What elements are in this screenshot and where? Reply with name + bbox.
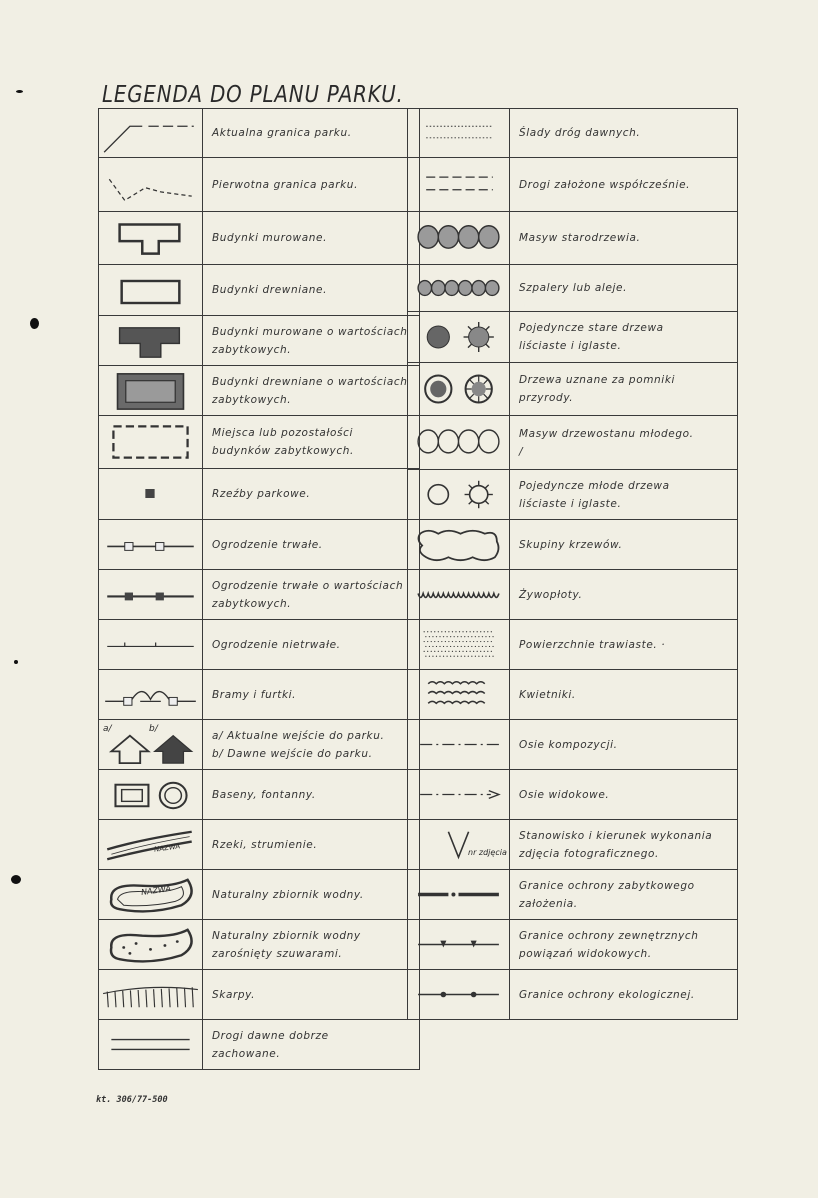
legend-label: Drzewa uznane za pomniki przyrody. bbox=[519, 374, 676, 404]
legend-row bbox=[407, 569, 738, 620]
single-old-trees-icon bbox=[408, 312, 510, 362]
legend-label: Skarpy. bbox=[212, 988, 256, 1001]
legend-label: Bramy i furtki. bbox=[212, 688, 297, 701]
legend-label: Baseny, fontanny. bbox=[212, 788, 316, 801]
view-axis-icon bbox=[408, 770, 510, 819]
legend-left-column bbox=[98, 108, 420, 1069]
legend-row bbox=[98, 519, 420, 570]
legend-row bbox=[407, 869, 738, 920]
symbol-sign-text: nr zdjęcia bbox=[468, 848, 507, 857]
legend-row bbox=[98, 819, 420, 870]
historic-masonry-building-fill-icon bbox=[99, 316, 203, 365]
legend-label: Kwietniki. bbox=[519, 688, 576, 701]
legend-label: Ogrodzenie nietrwałe. bbox=[212, 638, 341, 651]
ecological-protection-border-icon bbox=[408, 970, 510, 1019]
legend-row bbox=[407, 719, 738, 770]
legend-label: Szpalery lub aleje. bbox=[519, 282, 628, 294]
legend-label: Granice ochrony zabytkowego założenia. bbox=[519, 879, 695, 910]
legend-label: Ogrodzenie trwałe o wartościach zabytkowych. bbox=[212, 579, 404, 610]
legend-row bbox=[407, 311, 738, 363]
photo-station-icon bbox=[408, 820, 510, 869]
legend-row bbox=[98, 315, 420, 366]
composition-axis-icon bbox=[408, 720, 510, 769]
legend-row bbox=[407, 415, 738, 470]
legend-row bbox=[98, 569, 420, 620]
legend-row bbox=[98, 157, 420, 212]
legend-label: Masyw starodrzewia. bbox=[519, 232, 641, 244]
symbol-sign-text: NAZWA bbox=[140, 883, 172, 898]
legend-row bbox=[407, 619, 738, 670]
hedges-wave-icon bbox=[408, 570, 510, 619]
shrub-groups-icon bbox=[408, 520, 510, 569]
wooden-building-outline-icon bbox=[99, 265, 203, 315]
legend-row bbox=[407, 157, 738, 212]
legend-label: Pojedyncze młode drzewa liściaste i iglaste. bbox=[519, 479, 670, 510]
lawn-dots-icon bbox=[408, 620, 510, 669]
legend-row bbox=[98, 264, 420, 316]
legend-row bbox=[98, 1019, 420, 1070]
legend-label: Ślady dróg dawnych. bbox=[519, 127, 641, 139]
legend-label: Granice ochrony zewnętrznych powiązań widokowych. bbox=[519, 929, 699, 960]
legend-label: Powierzchnie trawiaste. · bbox=[519, 638, 666, 651]
legend-row bbox=[407, 669, 738, 720]
permanent-fence-line-icon bbox=[99, 520, 203, 569]
legend-row bbox=[407, 264, 738, 312]
legend-label: Pierwotna granica parku. bbox=[212, 178, 359, 191]
legend-right-column bbox=[407, 108, 738, 1019]
former-building-site-dashed-icon bbox=[99, 416, 203, 468]
legend-label: Drogi założone współcześnie. bbox=[519, 178, 691, 191]
paper-speck bbox=[14, 660, 18, 664]
legend-row bbox=[98, 919, 420, 970]
legend-row bbox=[407, 769, 738, 820]
natural-monument-trees-icon bbox=[408, 363, 510, 415]
legend-label: Osie widokowe. bbox=[519, 788, 610, 801]
flower-beds-icon bbox=[408, 670, 510, 719]
new-road-dashed-icon bbox=[408, 158, 510, 211]
legend-row bbox=[407, 819, 738, 870]
legend-label: Rzeki, strumienie. bbox=[212, 838, 318, 851]
legend-row bbox=[98, 719, 420, 770]
entrance-mark-b: b/ bbox=[149, 724, 158, 734]
natural-pond-icon bbox=[99, 870, 203, 919]
legend-label: Rzeźby parkowe. bbox=[212, 488, 311, 500]
legend-title: LEGENDA DO PLANU PARKU. bbox=[102, 82, 404, 108]
historic-fence-line-icon bbox=[99, 570, 203, 619]
old-road-double-line-icon bbox=[99, 1020, 203, 1069]
original-park-boundary-line-icon bbox=[99, 158, 203, 211]
river-stream-icon bbox=[99, 820, 203, 869]
legend-row bbox=[407, 362, 738, 416]
legend-label: Pojedyncze stare drzewa liściaste i iglaste. bbox=[519, 322, 664, 352]
legend-row bbox=[407, 969, 738, 1020]
legend-label: Budynki drewniane o wartościach zabytkowych. bbox=[212, 375, 408, 406]
legend-label: Budynki drewniane. bbox=[212, 284, 328, 296]
legend-label: Stanowisko i kierunek wykonania zdjęcia fotograficznego. bbox=[519, 829, 713, 860]
legend-label: a/ Aktualne wejście do parku. b/ Dawne wejście do parku. bbox=[212, 729, 385, 760]
legend-label: Żywopłoty. bbox=[519, 588, 583, 601]
old-road-traces-icon bbox=[408, 109, 510, 157]
pool-fountain-icon bbox=[99, 770, 203, 819]
legend-label: Skupiny krzewów. bbox=[519, 538, 623, 551]
temporary-fence-line-icon bbox=[99, 620, 203, 669]
legend-row bbox=[407, 469, 738, 520]
legend-row bbox=[98, 211, 420, 265]
masonry-building-outline-icon bbox=[99, 212, 203, 264]
young-tree-mass-icon bbox=[408, 416, 510, 469]
legend-label: Ogrodzenie trwałe. bbox=[212, 538, 323, 551]
legend-label: Naturalny zbiornik wodny. bbox=[212, 888, 364, 901]
legend-row bbox=[407, 211, 738, 265]
paper-speck bbox=[16, 90, 23, 93]
legend-row bbox=[407, 519, 738, 570]
single-young-trees-icon bbox=[408, 470, 510, 519]
sculpture-square-icon bbox=[99, 469, 203, 519]
legend-label: Masyw drzewostanu młodego. / bbox=[519, 427, 694, 458]
legend-label: Budynki murowane o wartościach zabytkowych. bbox=[212, 325, 408, 356]
entrance-mark-a: a/ bbox=[103, 724, 112, 734]
entrance-arrows-icon bbox=[99, 720, 203, 769]
legend-row bbox=[98, 969, 420, 1020]
legend-row bbox=[98, 108, 420, 158]
legend-label: Granice ochrony ekologicznej. bbox=[519, 988, 695, 1001]
legend-row bbox=[98, 669, 420, 720]
legend-label: Naturalny zbiornik wodny zarośnięty szuwarami. bbox=[212, 929, 361, 960]
gate-symbol-icon bbox=[99, 670, 203, 719]
monument-protection-border-icon bbox=[408, 870, 510, 919]
old-tree-mass-icon bbox=[408, 212, 510, 264]
symbol-sign-text: NAZWA bbox=[153, 842, 181, 854]
historic-wooden-building-fill-icon bbox=[99, 366, 203, 415]
paper-speck bbox=[11, 875, 21, 884]
legend-label: Drogi dawne dobrze zachowane. bbox=[212, 1029, 329, 1060]
legend-row bbox=[98, 415, 420, 469]
legend-label: Budynki murowane. bbox=[212, 232, 328, 244]
current-park-boundary-line-icon bbox=[99, 109, 203, 157]
overgrown-pond-icon bbox=[99, 920, 203, 969]
paper-speck bbox=[30, 318, 39, 329]
legend-row bbox=[98, 869, 420, 920]
external-view-protection-border-icon bbox=[408, 920, 510, 969]
legend-label: Osie kompozycji. bbox=[519, 738, 618, 751]
escarpment-hatching-icon bbox=[99, 970, 203, 1019]
legend-label: Miejsca lub pozostałości budynków zabytkowych. bbox=[212, 427, 354, 457]
legend-row bbox=[98, 619, 420, 670]
legend-row bbox=[98, 769, 420, 820]
tree-row-alley-icon bbox=[408, 265, 510, 311]
legend-row bbox=[407, 108, 738, 158]
legend-label: Aktualna granica parku. bbox=[212, 127, 352, 139]
legend-row bbox=[98, 365, 420, 416]
footer-stamp: kt. 306/77-500 bbox=[96, 1095, 168, 1105]
legend-row bbox=[98, 468, 420, 520]
legend-row bbox=[407, 919, 738, 970]
